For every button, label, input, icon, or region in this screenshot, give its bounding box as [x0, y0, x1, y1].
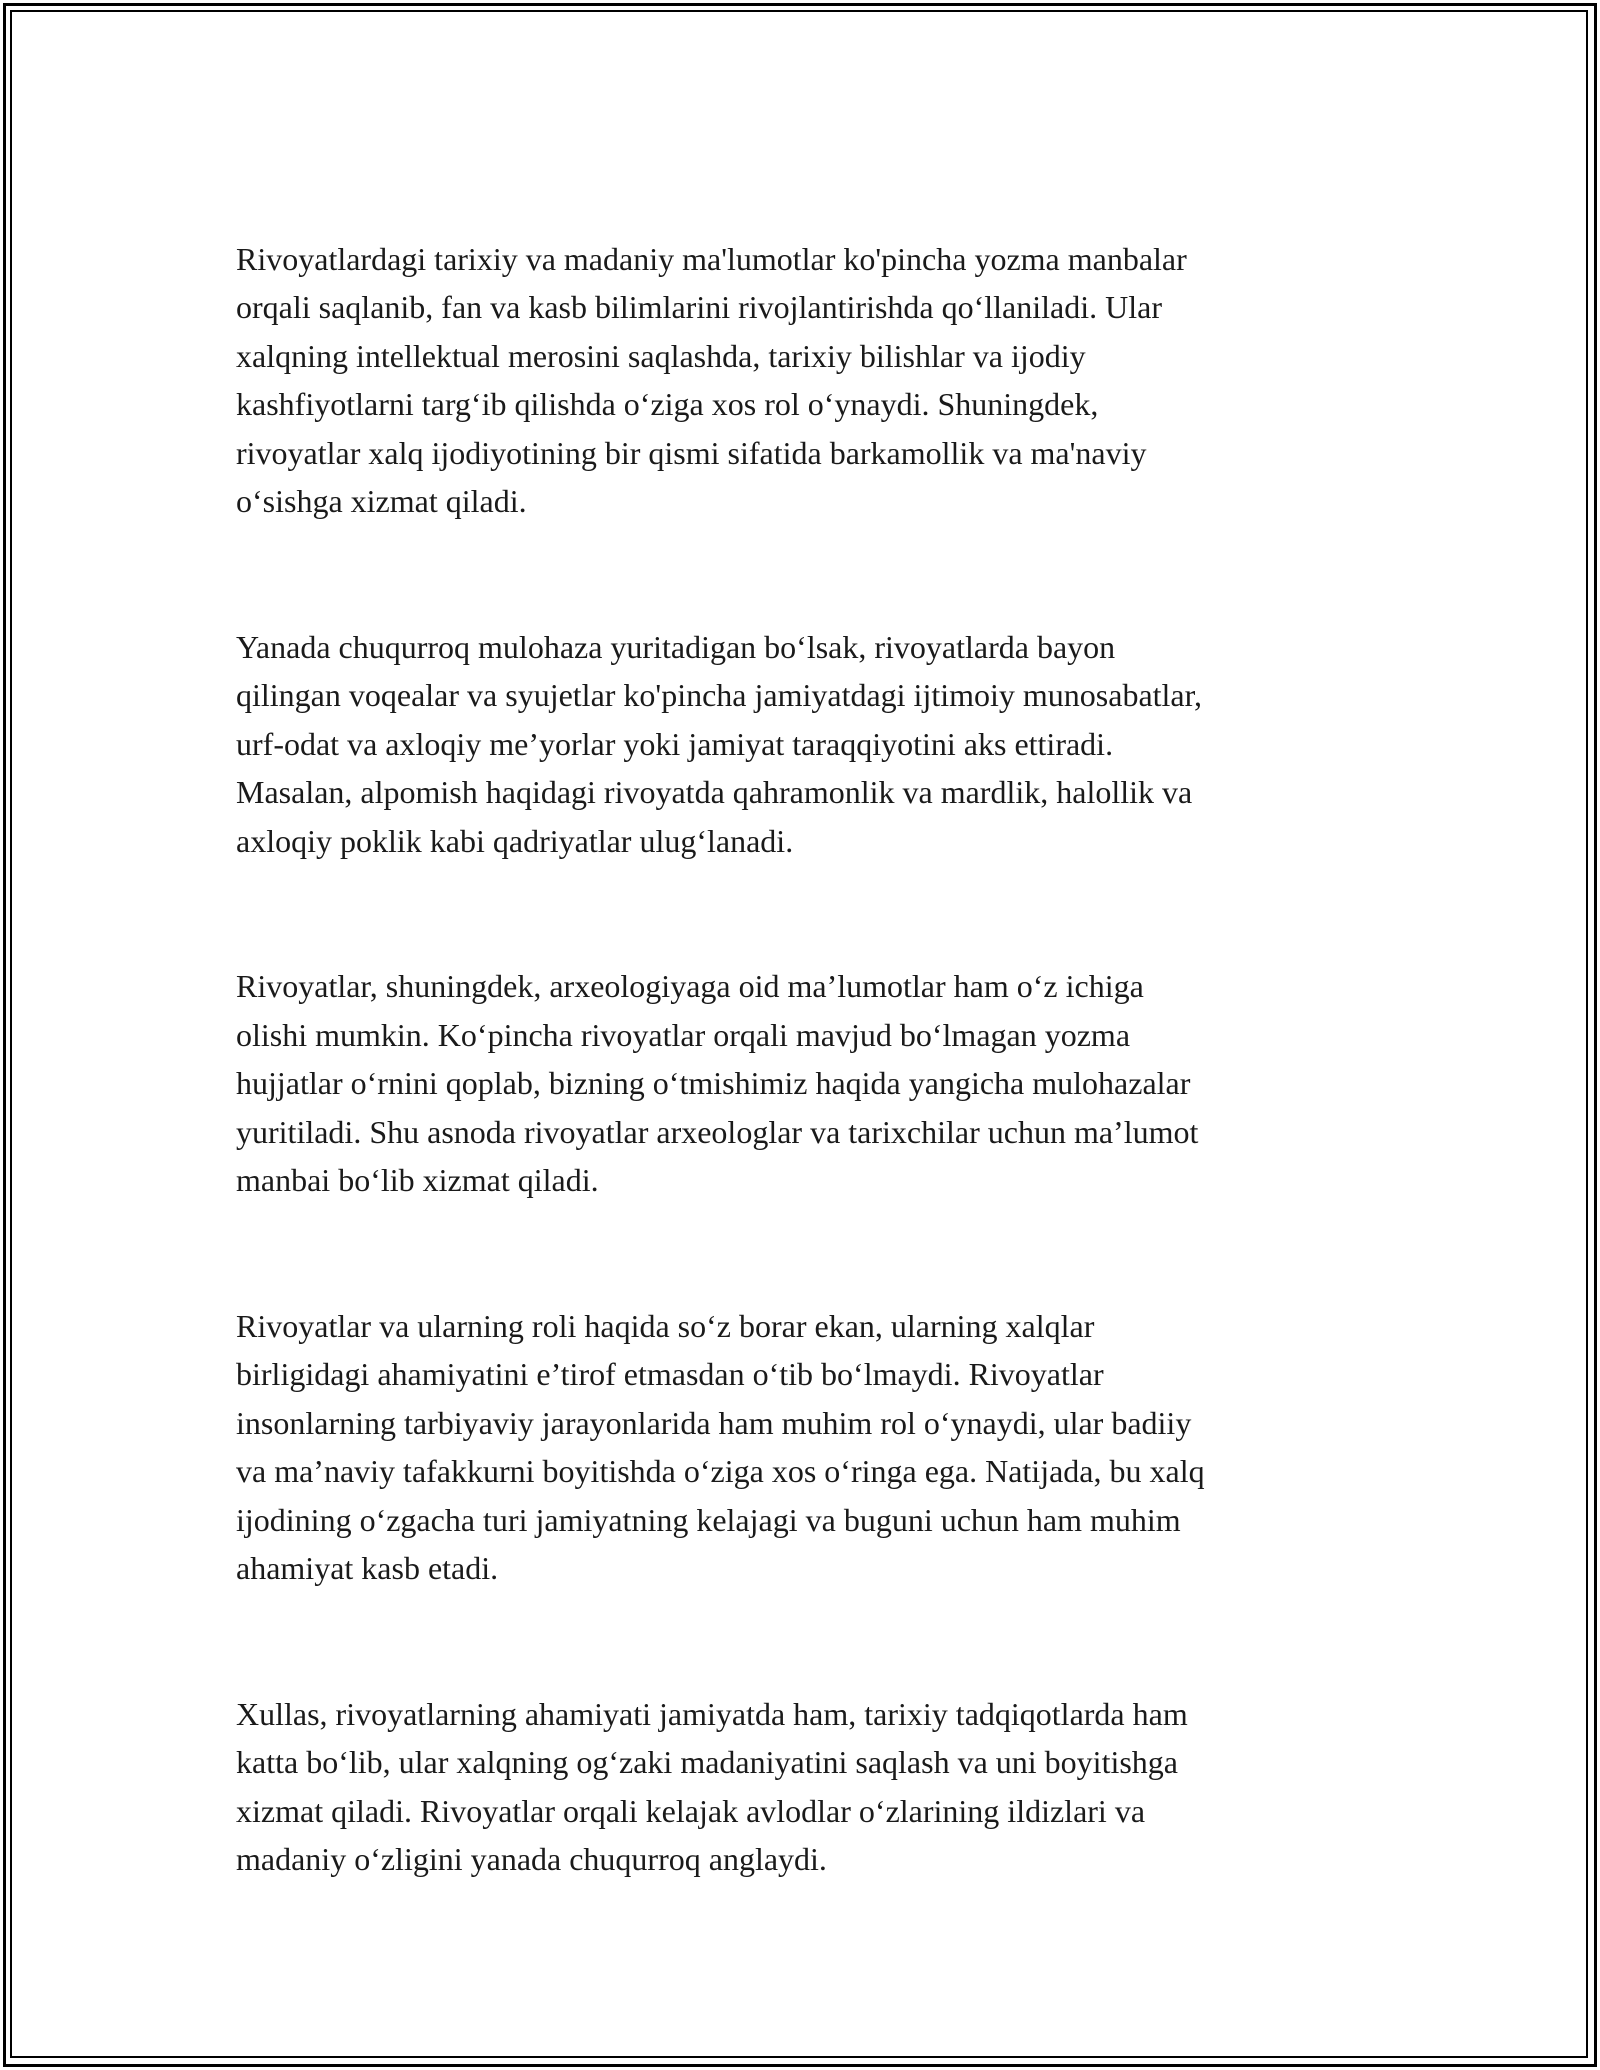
document-body: [236, 186, 1376, 1981]
paragraph-5: Xullas, rivoyatlarning ahamiyati jamiyatda ham, tarixiy tadqiqotlarda ham katta bo‘lib, ular xalqning og‘zaki madaniyatini saqlash va uni boyitishga xizmat qiladi. Rivoyatlar orqali kelajak avlodlar o‘zlarining ildizlari va madaniy o‘zligini yanada chuqurroq anglaydi.: [236, 1695, 1188, 1877]
paragraph-4: Rivoyatlar va ularning roli haqida so‘z borar ekan, ularning xalqlar birligidagi ahamiyatini e’tirof etmasdan o‘tib bo‘lmaydi. Rivoyatlar insonlarning tarbiyaviy jarayonlarida ham muhim rol o‘ynaydi, ular badiiy va ma’naviy tafakkurni boyitishda o‘ziga xos o‘ringa ega. Natijada, bu xalq ijodining o‘zgacha turi jamiyatning kelajagi va buguni uchun ham muhim ahamiyat kasb etadi.: [236, 1307, 1205, 1586]
paragraph-3: Rivoyatlar, shuningdek, arxeologiyaga oid ma’lumotlar ham o‘z ichiga olishi mumkin. Ko‘pincha rivoyatlar orqali mavjud bo‘lmagan yozma hujjatlar o‘rnini qoplab, bizning o‘tmishimiz haqida yangicha mulohazalar yuritiladi. Shu asnoda rivoyatlar arxeologlar va tarixchilar uchun ma’lumot manbai bo‘lib xizmat qiladi.: [236, 968, 1199, 1198]
paragraph-1: Rivoyatlardagi tarixiy va madaniy ma'lumotlar ko'pincha yozma manbalar orqali saqlanib, fan va kasb bilimlarini rivojlantirishda qo‘llaniladi. Ular xalqning intellektual merosini saqlashda, tarixiy bilishlar va ijodiy kashfiyotlarni targ‘ib qilishda o‘ziga xos rol o‘ynaydi. Shuningdek, rivoyatlar xalq ijodiyotining bir qismi sifatida barkamollik va ma'naviy o‘sishga xizmat qiladi.: [236, 240, 1187, 519]
paragraph-2: Yanada chuqurroq mulohaza yuritadigan bo‘lsak, rivoyatlarda bayon qilingan voqealar va syujetlar ko'pincha jamiyatdagi ijtimoiy munosabatlar, urf-odat va axloqiy me’yorlar yoki jamiyat taraqqiyotini aks ettiradi. Masalan, alpomish haqidagi rivoyatda qahramonlik va mardlik, halollik va axloqiy poklik kabi qadriyatlar ulug‘lanadi.: [236, 628, 1202, 859]
